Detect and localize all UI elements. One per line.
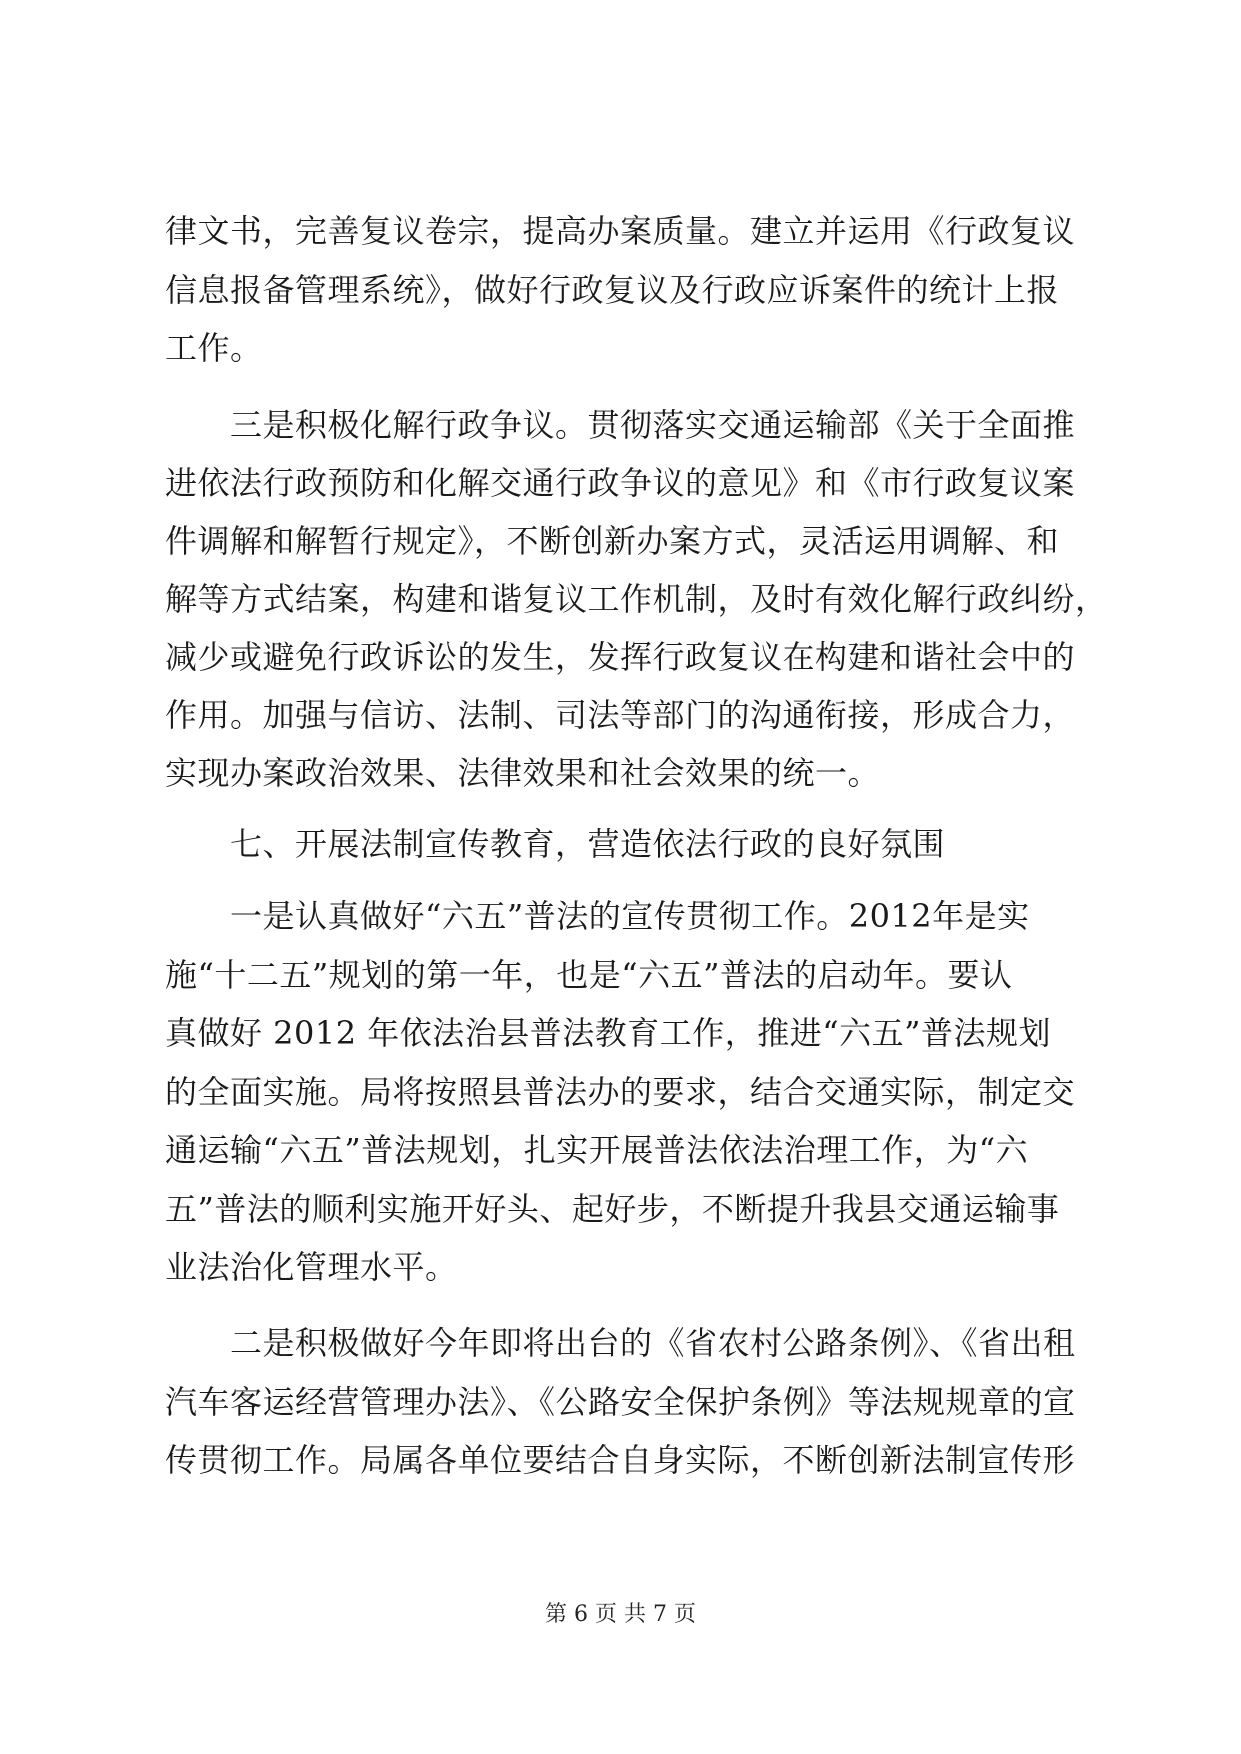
text-line: 二是积极做好今年即将出台的《省农村公路条例》、《省出租 bbox=[165, 1324, 1076, 1362]
text-line: 真做好 2012 年依法治县普法教育工作，推进“六五”普法规划 bbox=[165, 1014, 1052, 1052]
text-line: 的全面实施。局将按照县普法办的要求，结合交通实际，制定交 bbox=[165, 1073, 1076, 1111]
text-line: 工作。 bbox=[165, 329, 263, 367]
text-line: 律文书，完善复议卷宗，提高办案质量。建立并运用《行政复议 bbox=[165, 212, 1076, 250]
text-line: 进依法行政预防和化解交通行政争议的意见》和《市行政复议案 bbox=[165, 464, 1076, 502]
text-line: 通运输“六五”普法规划，扎实开展普法依法治理工作，为“六 bbox=[165, 1131, 1029, 1169]
text-line: 信息报备管理系统》，做好行政复议及行政应诉案件的统计上报 bbox=[165, 271, 1060, 309]
text-line: 传贯彻工作。局属各单位要结合自身实际，不断创新法制宣传形 bbox=[165, 1441, 1076, 1479]
page-number-footer: 第 6 页 共 7 页 bbox=[545, 1602, 696, 1627]
text-line: 实现办案政治效果、法律效果和社会效果的统一。 bbox=[165, 754, 881, 792]
text-line: 三是积极化解行政争议。贯彻落实交通运输部《关于全面推 bbox=[165, 406, 1076, 444]
document-page bbox=[165, 0, 1108, 1754]
text-line: 减少或避免行政诉讼的发生，发挥行政复议在构建和谐社会中的 bbox=[165, 638, 1076, 676]
text-line: 施“十二五”规划的第一年，也是“六五”普法的启动年。要认 bbox=[165, 956, 1013, 994]
text-line: 业法治化管理水平。 bbox=[165, 1248, 458, 1286]
text-line: 五”普法的顺利实施开好头、起好步，不断提升我县交通运输事 bbox=[165, 1190, 1060, 1228]
text-line: 解等方式结案，构建和谐复议工作机制，及时有效化解行政纠纷， bbox=[165, 580, 1108, 618]
text-line: 件调解和解暂行规定》，不断创新办案方式，灵活运用调解、和 bbox=[165, 522, 1060, 560]
section-heading: 七、开展法制宣传教育，营造依法行政的良好氛围 bbox=[165, 825, 946, 863]
text-line: 一是认真做好“六五”普法的宣传贯彻工作。2012年是实 bbox=[165, 897, 1030, 935]
text-line: 作用。加强与信访、法制、司法等部门的沟通衔接，形成合力， bbox=[165, 696, 1076, 734]
text-line: 汽车客运经营管理办法》、《公路安全保护条例》等法规规章的宣 bbox=[165, 1383, 1076, 1421]
